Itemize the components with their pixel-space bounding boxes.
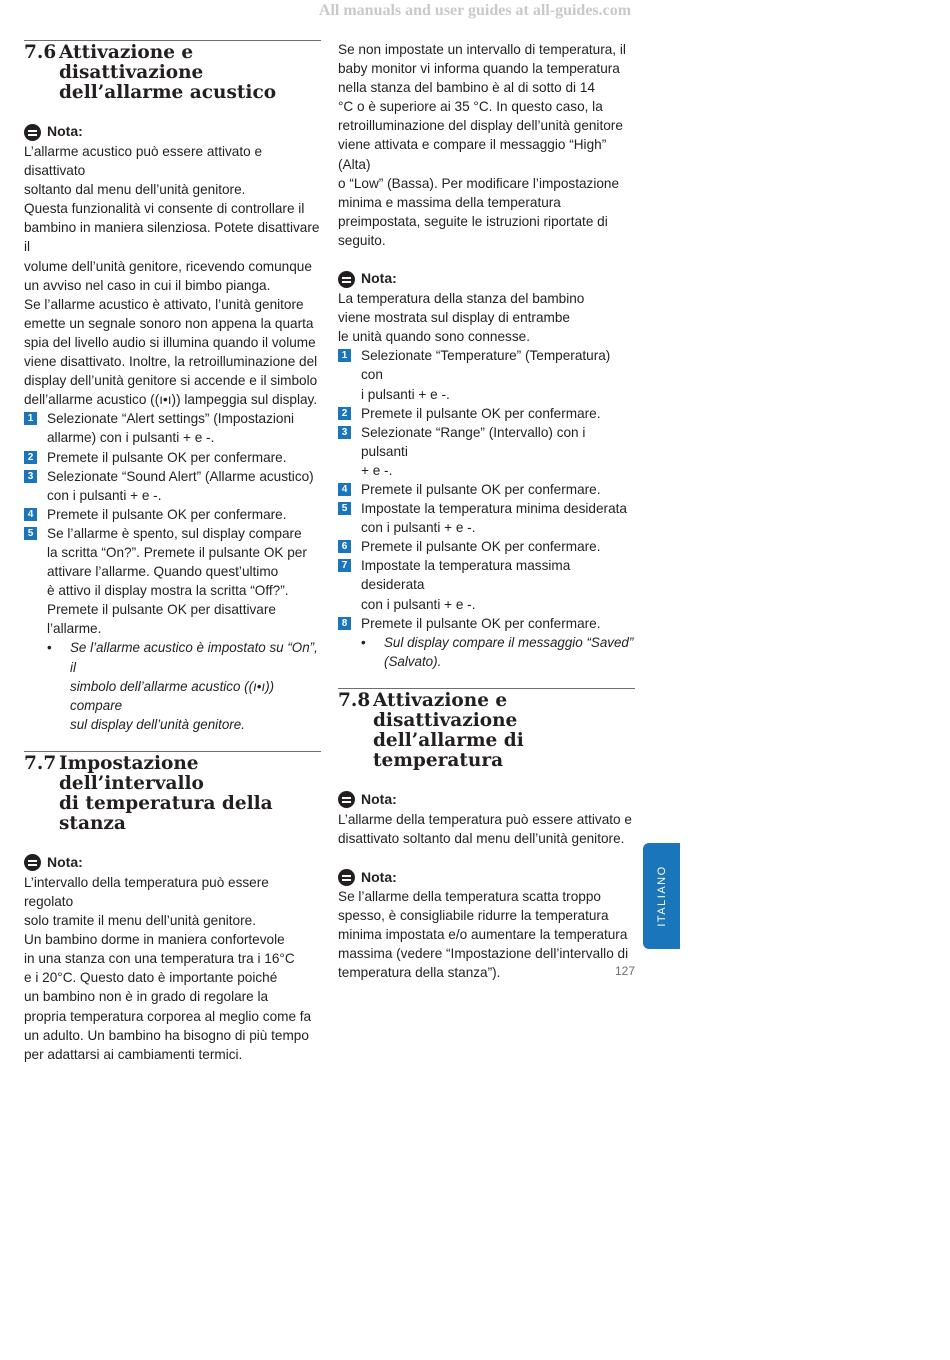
note-paragraph: L’allarme acustico può essere attivato e disattivato soltanto dal menu dell’unità genitore. Questa funzionalità vi consente di controllare il bambino in maniera silenziosa. Potete disattivare il volume dell’unità genitore, ricevendo comunque un avviso nel caso in cui il bimbo pianga. Se l’allarme acustico è attivato, l’unità genitore emette un segnale sonoro non appena la quarta spia del livello audio si illumina quando il volume viene disattivato. Inoltre, la retroilluminazione del display dell’unità genitore si accende e il simbolo dell’allarme acustico ((ı•ı)) lampeggia sul display. [24, 144, 320, 408]
step-item [338, 404, 635, 423]
step-item [24, 409, 321, 447]
note-heading [24, 122, 321, 142]
intro-paragraph: Se non impostate un intervallo di temperatura, il baby monitor vi informa quando la temperatura nella stanza del bambino è al di sotto di 14 °C o è superiore ai 35 °C. In questo caso, la retroilluminazione del display dell’unità genitore viene attivata e compare il messaggio “High” (Alta) o “Low” (Bassa). Per modificare l’impostazione minima e massima della temperatura preimpostata, seguite le istruzioni riportate di seguito. [338, 42, 626, 248]
step-text: Selezionate “Temperature” (Temperatura) con i pulsanti + e -. [361, 348, 611, 402]
note-paragraph: L’intervallo della temperatura può essere regolato solo tramite il menu dell’unità genitore. Un bambino dorme in maniera confortevole in una stanza con una temperatura tra i 16°C e i 20°C. Questo dato è importante poiché un bambino non è in grado di regolare la propria temperatura corporea al meglio come fa un adulto. Un bambino ha bisogno di più tempo per adattarsi ai cambiamenti termici. [24, 874, 312, 1062]
note-icon [24, 124, 41, 141]
step-item [24, 524, 321, 639]
note-label: Nota: [361, 868, 397, 885]
section-heading-7-7 [24, 752, 321, 834]
language-tab-label: ITALIANO [655, 865, 668, 927]
step-item [24, 467, 321, 505]
bullet-item [338, 633, 635, 671]
step-number-badge: 4 [24, 508, 37, 521]
step-text: Premete il pulsante OK per confermare. [361, 405, 601, 421]
note-label: Nota: [47, 854, 83, 871]
note-icon [338, 791, 355, 808]
step-item [24, 505, 321, 524]
bullet-mark: • [47, 640, 52, 656]
note-heading [338, 269, 635, 289]
step-number-badge: 6 [338, 540, 351, 553]
note-label: Nota: [361, 791, 397, 808]
note-heading [338, 867, 635, 887]
step-item [338, 480, 635, 499]
left-column [24, 40, 321, 1064]
step-text: Premete il pulsante OK per confermare. [47, 506, 287, 522]
step-item [338, 423, 635, 480]
section-number: 7.7 [24, 752, 57, 774]
step-number-badge: 2 [24, 451, 37, 464]
step-text: Premete il pulsante OK per confermare. [361, 539, 601, 555]
note-heading [338, 790, 635, 810]
section-number: 7.8 [338, 689, 371, 711]
step-number-badge: 7 [338, 559, 351, 572]
step-number-badge: 5 [24, 527, 37, 540]
section-title-line2: dell’allarme di temperatura [373, 729, 524, 771]
note-icon [338, 271, 355, 288]
note-heading [24, 853, 321, 873]
step-number-badge: 4 [338, 483, 351, 496]
note-paragraph: L’allarme della temperatura può essere attivato e disattivato soltanto dal menu dell’unità genitore. [338, 811, 632, 846]
step-text: Selezionate “Sound Alert” (Allarme acustico) con i pulsanti + e -. [47, 468, 314, 503]
step-text: Se l’allarme è spento, sul display compare la scritta “On?”. Premete il pulsante OK per attivare l’allarme. Quando quest’ultimo è attivo il display mostra la scritta “Off?”. Premete il pulsante OK per disattivare l’allarme. [47, 525, 307, 637]
note-paragraph: Se l’allarme della temperatura scatta troppo spesso, è consigliabile ridurre la temperatura minima impostata e/o aumentare la temperatura massima (vedere “Impostazione dell’intervallo di temperatura della stanza”). [338, 889, 629, 981]
note-paragraph: La temperatura della stanza del bambino viene mostrata sul display di entrambe le unità quando sono connesse. [338, 291, 585, 345]
step-text: Selezionate “Range” (Intervallo) con i pulsanti + e -. [361, 424, 586, 478]
note-label: Nota: [361, 270, 397, 287]
step-text: Premete il pulsante OK per confermare. [361, 481, 601, 497]
step-number-badge: 1 [24, 412, 37, 425]
bullet-mark: • [361, 634, 366, 650]
step-text: Selezionate “Alert settings” (Impostazioni allarme) con i pulsanti + e -. [47, 411, 295, 446]
step-text: Impostate la temperatura minima desiderata con i pulsanti + e -. [361, 501, 627, 536]
section-title-line1: Impostazione dell’intervallo [59, 752, 204, 794]
step-number-badge: 8 [338, 617, 351, 630]
section-title-line1: Attivazione e disattivazione [59, 42, 204, 83]
section-title-line2: dell’allarme acustico [59, 82, 277, 103]
step-item [338, 556, 635, 613]
step-item [338, 537, 635, 556]
language-side-tab [643, 843, 680, 949]
step-number-badge: 1 [338, 349, 351, 362]
section-title-line2: di temperatura della stanza [59, 792, 273, 834]
bullet-text: Sul display compare il messaggio “Saved” (Salvato). [384, 634, 634, 669]
page-number: 127 [614, 964, 635, 978]
right-column [338, 40, 635, 983]
step-item [338, 614, 635, 633]
note-icon [24, 854, 41, 871]
step-item [338, 346, 635, 403]
section-heading-7-8 [338, 689, 635, 771]
step-number-badge: 3 [24, 470, 37, 483]
step-item [338, 499, 635, 537]
step-number-badge: 2 [338, 407, 351, 420]
step-number-badge: 5 [338, 502, 351, 515]
step-item [24, 448, 321, 467]
note-label: Nota: [47, 123, 83, 140]
step-number-badge: 3 [338, 426, 351, 439]
section-number: 7.6 [24, 42, 57, 63]
bullet-text: Se l’allarme acustico è impostato su “On”, il simbolo dell’allarme acustico ((ı•ı)) compare sul display dell’unità genitore. [70, 640, 318, 732]
bullet-item [24, 638, 321, 733]
watermark-text: All manuals and user guides at all-guides.com [318, 2, 632, 19]
step-text: Premete il pulsante OK per confermare. [361, 615, 601, 631]
note-icon [338, 869, 355, 886]
section-title-line1: Attivazione e disattivazione [373, 689, 518, 731]
step-text: Impostate la temperatura massima desiderata con i pulsanti + e -. [361, 558, 571, 612]
step-text: Premete il pulsante OK per confermare. [47, 449, 287, 465]
section-heading-7-6 [24, 41, 321, 103]
